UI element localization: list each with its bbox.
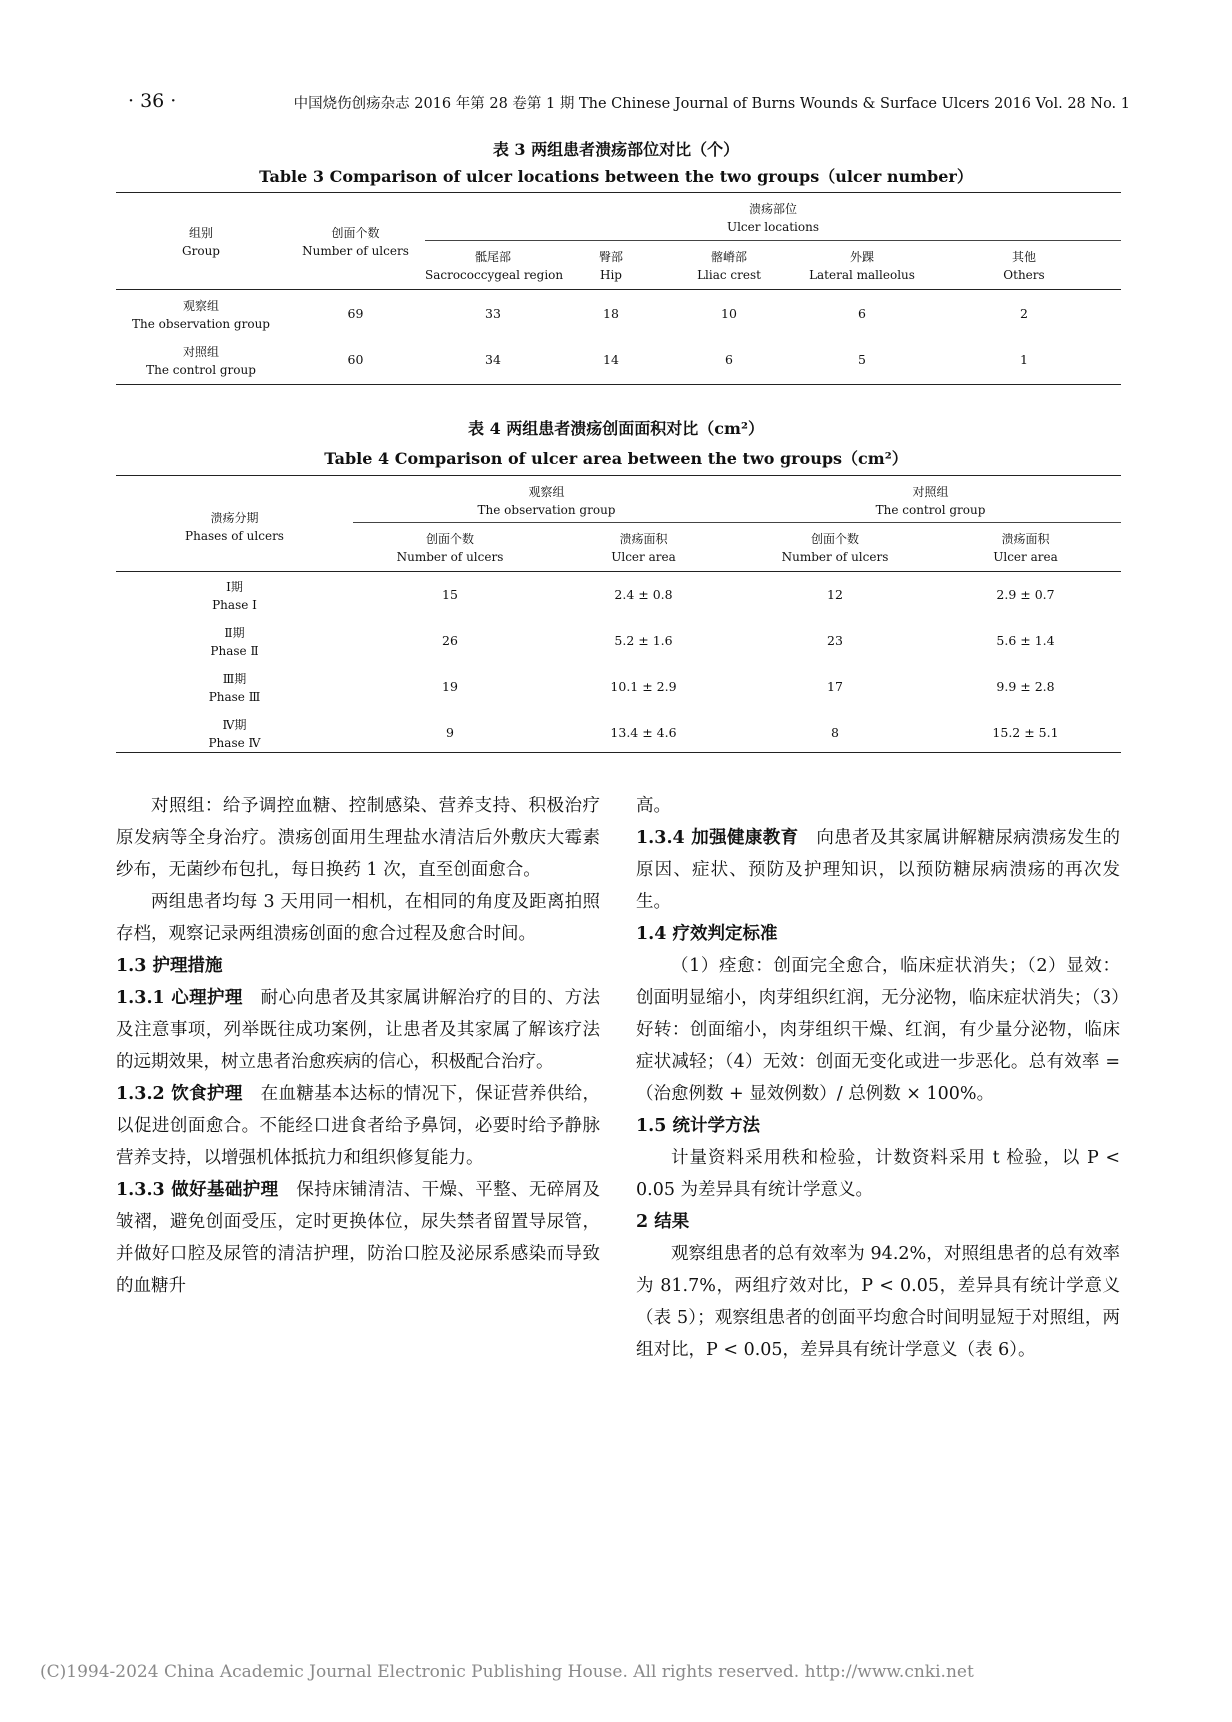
table4-row-label: Ⅱ期 Phase Ⅱ xyxy=(210,626,259,658)
subsection-heading: 1.3.1 心理护理 xyxy=(116,988,243,1008)
table3-row-label: 对照组 The control group xyxy=(146,345,256,377)
paragraph: 1.3.1 心理护理 耐心向患者及其家属讲解治疗的目的、方法及注意事项，列举既往成功案例，让患者及其家属了解该疗法的远期效果，树立患者治愈疾病的信心，积极配合治疗。 xyxy=(116,988,601,1072)
table4-header-control: 对照组 The control group xyxy=(875,485,986,517)
table4-row-label: Ⅳ期 Phase Ⅳ xyxy=(208,718,261,750)
section-heading: 1.4 疗效判定标准 xyxy=(636,924,778,944)
paragraph: （1）痊愈：创面完全愈合，临床症状消失；（2）显效：创面明显缩小，肉芽组织红润，无分泌物，临床症状消失；（3）好转：创面缩小，肉芽组织干燥、红润，有少量分泌物，临床症状减轻；（4）无效：创面无变化或进一步恶化。总有效率 =（治愈例数 + 显效例数）/ 总例数 × 100%。 xyxy=(636,956,1120,1104)
table-cell: 60 xyxy=(347,352,364,367)
right-column xyxy=(636,790,1120,1366)
table4-sub-rule-right xyxy=(740,522,1121,523)
table3-sub-hip: 臀部 Hip xyxy=(598,250,623,282)
table4-header-phase: 溃疡分期 Phases of ulcers xyxy=(185,511,284,543)
journal-title: 中国烧伤创疡杂志 2016 年第 28 卷第 1 期 The Chinese Journal of Burns Wounds & Surface Ulcers 2016 Vol. 28 No. 1 xyxy=(293,96,1130,112)
table-cell: 5 xyxy=(858,352,866,367)
table-cell: 69 xyxy=(347,306,364,321)
table-cell: 23 xyxy=(827,633,843,648)
table3-head-rule xyxy=(116,289,1121,290)
table3-sub-others: 其他 Others xyxy=(1003,250,1045,282)
table3-caption-cn: 表 3 两组患者溃疡部位对比（个） xyxy=(492,140,740,159)
table4-sub-obs-area: 溃疡面积 Ulcer area xyxy=(611,532,676,564)
table-cell: 17 xyxy=(827,679,843,694)
table4-header-observation: 观察组 The observation group xyxy=(477,485,616,517)
table3-header-group: 组别 Group xyxy=(182,226,220,258)
paragraph: 两组患者均每 3 天用同一相机，在相同的角度及距离拍照存档，观察记录两组溃疡创面的愈合过程及愈合时间。 xyxy=(116,892,600,944)
table-cell: 12 xyxy=(827,587,843,602)
table3-sub-rule xyxy=(425,240,1121,241)
table-cell: 18 xyxy=(603,306,619,321)
subsection-heading: 1.3.3 做好基础护理 xyxy=(116,1180,279,1200)
paragraph: 对照组：给予调控血糖、控制感染、营养支持、积极治疗原发病等全身治疗。溃疡创面用生理盐水清洁后外敷庆大霉素纱布，无菌纱布包扎，每日换药 1 次，直至创面愈合。 xyxy=(116,796,600,880)
table3-row-label: 观察组 The observation group xyxy=(132,299,270,331)
table4-row-label: Ⅰ期 Phase Ⅰ xyxy=(212,580,257,612)
subsection-heading: 1.3.2 饮食护理 xyxy=(116,1084,243,1104)
table4-row-label: Ⅲ期 Phase Ⅲ xyxy=(208,672,261,704)
subsection-heading: 1.3.4 加强健康教育 xyxy=(636,828,799,848)
table3-header-number: 创面个数 Number of ulcers xyxy=(302,226,409,258)
table-cell: 9 xyxy=(446,725,454,740)
paragraph: 1.3.4 加强健康教育 向患者及其家属讲解糖尿病溃疡发生的原因、症状、预防及护理知识，以预防糖尿病溃疡的再次发生。 xyxy=(636,828,1121,912)
table3-bottom-rule xyxy=(116,384,1121,385)
table-cell: 15.2 ± 5.1 xyxy=(992,725,1059,740)
table-cell: 6 xyxy=(858,306,866,321)
section-heading: 1.5 统计学方法 xyxy=(636,1116,761,1136)
table4-head-rule xyxy=(116,571,1121,572)
table3-sub-sacrococcygeal: 骶尾部 Sacrococcygeal region xyxy=(425,250,564,282)
table-cell: 13.4 ± 4.6 xyxy=(610,725,677,740)
table-cell: 2.4 ± 0.8 xyxy=(614,587,673,602)
table4-sub-ctl-area: 溃疡面积 Ulcer area xyxy=(993,532,1058,564)
table4-top-rule xyxy=(116,475,1121,476)
table4-sub-obs-number: 创面个数 Number of ulcers xyxy=(396,532,504,564)
table3-sub-malleolus: 外踝 Lateral malleolus xyxy=(809,250,915,282)
running-header xyxy=(128,90,1130,120)
table3-top-rule xyxy=(116,192,1121,193)
table-cell: 8 xyxy=(831,725,839,740)
table-cell: 33 xyxy=(485,306,501,321)
table4-caption-cn: 表 4 两组患者溃疡创面面积对比（cm²） xyxy=(468,419,764,438)
table-cell: 1 xyxy=(1020,352,1028,367)
table-cell: 2.9 ± 0.7 xyxy=(996,587,1055,602)
table-cell: 19 xyxy=(442,679,458,694)
paragraph: 高。 xyxy=(636,796,671,816)
paragraph: 计量资料采用秩和检验，计数资料采用 t 检验，以 P < 0.05 为差异具有统计学意义。 xyxy=(636,1148,1120,1200)
paragraph: 观察组患者的总有效率为 94.2%，对照组患者的总有效率为 81.7%，两组疗效对比，P < 0.05，差异具有统计学意义（表 5）；观察组患者的创面平均愈合时间明显短于对照组，两组对比，P < 0.05，差异具有统计学意义（表 6）。 xyxy=(636,1244,1120,1360)
section-heading: 2 结果 xyxy=(636,1212,690,1232)
paragraph: 1.3.3 做好基础护理 保持床铺清洁、干燥、平整、无碎屑及皱褶，避免创面受压，定时更换体位，尿失禁者留置导尿管，并做好口腔及尿管的清洁护理，防治口腔及泌尿系感染而导致的血糖升 xyxy=(116,1180,601,1296)
left-column xyxy=(116,790,600,1302)
paragraph: 1.3.2 饮食护理 在血糖基本达标的情况下，保证营养供给，以促进创面愈合。不能经口进食者给予鼻饲，必要时给予静脉营养支持，以增强机体抵抗力和组织修复能力。 xyxy=(116,1084,601,1168)
table3-caption-en: Table 3 Comparison of ulcer locations between the two groups（ulcer number） xyxy=(259,167,973,186)
table-cell: 26 xyxy=(442,633,458,648)
copyright-footer: (C)1994-2024 China Academic Journal Electronic Publishing House. All rights reserved. http://www.cnki.net xyxy=(40,1662,974,1682)
table-cell: 14 xyxy=(603,352,619,367)
page-number: · 36 · xyxy=(128,90,177,112)
table4-sub-ctl-number: 创面个数 Number of ulcers xyxy=(781,532,889,564)
table-cell: 34 xyxy=(485,352,501,367)
table4-caption-en: Table 4 Comparison of ulcer area between the two groups（cm²） xyxy=(324,449,908,468)
table-cell: 6 xyxy=(725,352,733,367)
table-cell: 15 xyxy=(442,587,458,602)
table3-sub-iliac: 髂嵴部 Lliac crest xyxy=(697,250,761,282)
section-heading: 1.3 护理措施 xyxy=(116,956,223,976)
table4-bottom-rule xyxy=(116,752,1121,753)
table3-header-locations: 溃疡部位 Ulcer locations xyxy=(726,202,820,234)
table-cell: 9.9 ± 2.8 xyxy=(996,679,1055,694)
table-cell: 10 xyxy=(721,306,737,321)
table-cell: 5.2 ± 1.6 xyxy=(614,633,673,648)
table-cell: 5.6 ± 1.4 xyxy=(996,633,1055,648)
table-cell: 2 xyxy=(1020,306,1028,321)
table-cell: 10.1 ± 2.9 xyxy=(610,679,677,694)
